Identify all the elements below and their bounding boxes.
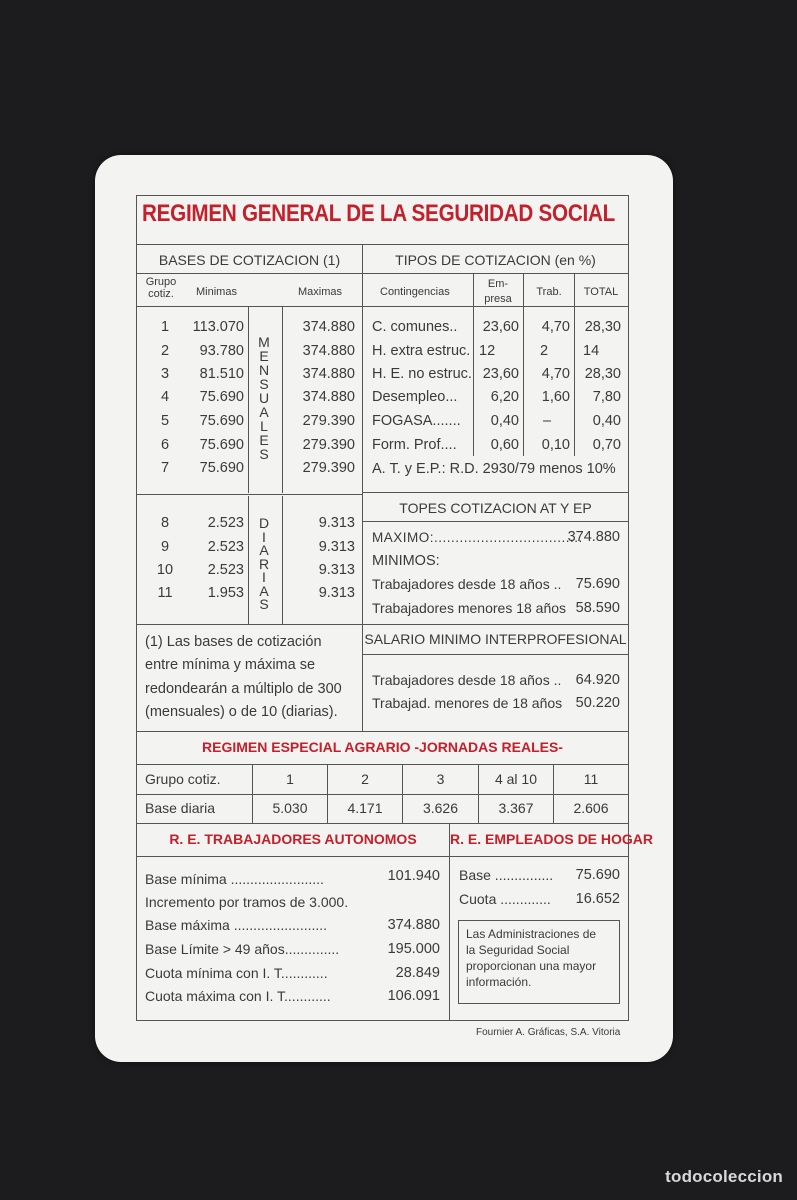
bases-header: BASES DE COTIZACION (1) bbox=[158, 252, 341, 268]
grupo-cell: 2 bbox=[160, 343, 170, 359]
max-cell: 9.313 bbox=[318, 515, 355, 531]
autonomos-row-label: Base Límite > 49 años.............. bbox=[145, 941, 340, 957]
max-cell: 374.880 bbox=[302, 319, 355, 335]
max-cell: 374.880 bbox=[302, 389, 355, 405]
hogar-note-line: proporcionan una mayor bbox=[466, 959, 597, 973]
hogar-header: R. E. EMPLEADOS DE HOGAR bbox=[450, 831, 654, 847]
hogar-row-value: 16.652 bbox=[575, 891, 620, 907]
divider bbox=[282, 306, 283, 493]
divider bbox=[248, 496, 249, 624]
col-min: Minimas bbox=[196, 286, 237, 298]
max-cell: 279.390 bbox=[302, 437, 355, 453]
divider bbox=[362, 492, 629, 493]
cont-cell: H. E. no estruc. bbox=[372, 366, 472, 382]
mensuales-label bbox=[257, 335, 273, 461]
cont-cell: H. extra estruc. bbox=[372, 343, 471, 359]
salario-row-value: 50.220 bbox=[575, 695, 620, 711]
emp-cell: 23,60 bbox=[482, 366, 519, 382]
trab-cell: – bbox=[542, 413, 552, 429]
hogar-note-box bbox=[458, 920, 620, 1004]
tipos-header: TIPOS DE COTIZACION (en %) bbox=[395, 252, 596, 268]
salario-header: SALARIO MINIMO INTERPROFESIONAL bbox=[364, 631, 627, 647]
vertical-text bbox=[257, 517, 273, 612]
vertical-letter: S bbox=[259, 446, 271, 462]
autonomos-row-label: Cuota máxima con I. T............ bbox=[145, 988, 331, 1004]
autonomos-row-label: Cuota mínima con I. T............ bbox=[145, 965, 328, 981]
agrario-grupo: 2 bbox=[361, 771, 369, 787]
agrario-grupo: 11 bbox=[583, 771, 599, 787]
grupo-cell: 5 bbox=[160, 413, 170, 429]
cont-cell: C. comunes.. bbox=[372, 319, 458, 335]
printer-credit: Fournier A. Gráficas, S.A. Vitoria bbox=[476, 1027, 621, 1038]
autonomos-row-label: Base mínima ........................ bbox=[145, 871, 324, 887]
grupo-cell: 9 bbox=[160, 539, 170, 555]
min-cell: 2.523 bbox=[207, 515, 244, 531]
autonomos-row-label: Base máxima ........................ bbox=[145, 917, 328, 933]
total-cell: 28,30 bbox=[584, 366, 621, 382]
emp-cell: 6,20 bbox=[490, 389, 519, 405]
agrario-header: REGIMEN ESPECIAL AGRARIO -JORNADAS REALES- bbox=[202, 739, 563, 755]
agrario-grupo: 3 bbox=[436, 771, 445, 787]
agrario-grupo: 1 bbox=[286, 771, 294, 787]
emp-cell: 0,40 bbox=[490, 413, 519, 429]
autonomos-header: R. E. TRABAJADORES AUTONOMOS bbox=[169, 831, 417, 847]
trab-cell: 4,70 bbox=[541, 366, 570, 382]
trab-cell: 0,10 bbox=[541, 437, 570, 453]
topes-row-value: 58.590 bbox=[575, 600, 620, 616]
grupo-cell: 6 bbox=[160, 437, 170, 453]
vertical-letter: I bbox=[262, 528, 268, 545]
autonomos-row-value: 195.000 bbox=[387, 941, 440, 957]
max-cell: 279.390 bbox=[302, 460, 355, 476]
hogar-row-value: 75.690 bbox=[575, 867, 620, 883]
min-cell: 2.523 bbox=[207, 562, 244, 578]
divider bbox=[362, 244, 363, 629]
vertical-letter: S bbox=[259, 376, 271, 392]
col-empresa-2: presa bbox=[484, 293, 512, 305]
col-trab: Trab. bbox=[536, 286, 562, 298]
total-cell: 28,30 bbox=[584, 319, 621, 335]
autonomos-row-label: Incremento por tramos de 3.000. bbox=[145, 894, 349, 910]
divider bbox=[362, 654, 629, 655]
autonomos-row-value: 374.880 bbox=[387, 917, 440, 933]
divider bbox=[282, 496, 283, 624]
watermark: todocoleccion bbox=[665, 1167, 783, 1186]
hogar-row-label: Cuota ............. bbox=[459, 891, 551, 907]
vertical-text bbox=[257, 335, 273, 461]
grupo-cell: 1 bbox=[160, 319, 170, 335]
total-cell: 14 bbox=[583, 343, 600, 359]
divider bbox=[136, 764, 629, 765]
divider bbox=[449, 823, 450, 1021]
agrario-base: 4.171 bbox=[347, 800, 383, 816]
minimos-label: MINIMOS: bbox=[372, 553, 440, 569]
min-cell: 93.780 bbox=[199, 343, 244, 359]
col-total: TOTAL bbox=[583, 286, 619, 298]
topes-row-value: 75.690 bbox=[575, 576, 620, 592]
vertical-letter: A bbox=[259, 542, 271, 558]
grupo-cell: 11 bbox=[157, 585, 173, 601]
vertical-letter: S bbox=[259, 596, 271, 612]
max-cell: 374.880 bbox=[302, 343, 355, 359]
vertical-letter: D bbox=[258, 515, 272, 531]
min-cell: 1.953 bbox=[207, 585, 244, 601]
tipos-footer: A. T. y E.P.: R.D. 2930/79 menos 10% bbox=[372, 461, 616, 477]
max-cell: 9.313 bbox=[318, 562, 355, 578]
vertical-letter: L bbox=[260, 418, 270, 434]
maximo-label: MAXIMO:................................... bbox=[372, 530, 583, 545]
min-cell: 75.690 bbox=[199, 437, 244, 453]
salario-row-label: Trabajad. menores de 18 años bbox=[372, 695, 563, 711]
divider bbox=[362, 624, 629, 625]
min-cell: 113.070 bbox=[192, 319, 244, 335]
total-cell: 7,80 bbox=[592, 389, 621, 405]
page-title: REGIMEN GENERAL DE LA SEGURIDAD SOCIAL bbox=[142, 200, 615, 227]
maximo-value: 374.880 bbox=[567, 529, 620, 545]
vertical-letter: E bbox=[259, 432, 271, 448]
vertical-letter: U bbox=[258, 390, 272, 406]
col-empresa-1: Em- bbox=[487, 278, 509, 290]
grupo-cell: 8 bbox=[160, 515, 170, 531]
max-cell: 9.313 bbox=[318, 585, 355, 601]
vertical-letter: R bbox=[258, 555, 272, 572]
max-cell: 279.390 bbox=[302, 413, 355, 429]
vertical-letter: M bbox=[258, 334, 272, 350]
col-contingencias: Contingencias bbox=[380, 286, 450, 298]
min-cell: 2.523 bbox=[207, 539, 244, 555]
grupo-cell: 10 bbox=[156, 562, 174, 578]
topes-row-label: Trabajadores menores 18 años bbox=[372, 600, 567, 616]
topes-header: TOPES COTIZACION AT Y EP bbox=[399, 500, 592, 516]
grupo-cell: 7 bbox=[160, 460, 170, 476]
divider bbox=[362, 521, 629, 522]
vertical-letter: N bbox=[258, 362, 272, 378]
trab-cell: 4,70 bbox=[541, 319, 570, 335]
topes-row-label: Trabajadores desde 18 años .. bbox=[372, 576, 562, 592]
vertical-letter: A bbox=[259, 404, 271, 420]
emp-cell: 23,60 bbox=[482, 319, 519, 335]
col-grupo-label: Grupo cotiz. bbox=[145, 276, 177, 300]
emp-cell: 12 bbox=[479, 343, 496, 359]
divider bbox=[136, 494, 362, 495]
total-cell: 0,70 bbox=[592, 437, 621, 453]
min-cell: 75.690 bbox=[199, 389, 244, 405]
divider bbox=[136, 273, 629, 274]
note-line: (1) Las bases de cotización bbox=[145, 634, 322, 650]
agrario-grupo: 4 al 10 bbox=[494, 771, 538, 787]
max-cell: 374.880 bbox=[302, 366, 355, 382]
cont-cell: Desempleo... bbox=[372, 389, 458, 405]
col-grupo bbox=[137, 276, 185, 300]
total-cell: 0,40 bbox=[592, 413, 621, 429]
autonomos-row-value: 28.849 bbox=[395, 965, 440, 981]
hogar-note-line: Las Administraciones de bbox=[466, 927, 597, 941]
agrario-base: 3.626 bbox=[422, 800, 459, 816]
vertical-letter: A bbox=[259, 582, 271, 599]
divider bbox=[136, 244, 629, 245]
hogar-note-line: información. bbox=[466, 975, 532, 989]
autonomos-row-value: 106.091 bbox=[387, 988, 440, 1004]
cont-cell: FOGASA....... bbox=[372, 413, 461, 429]
note-line: redondearán a múltiplo de 300 bbox=[145, 681, 342, 697]
agrario-base: 3.367 bbox=[498, 800, 534, 816]
salario-row-value: 64.920 bbox=[575, 672, 620, 688]
max-cell: 9.313 bbox=[318, 539, 355, 555]
trab-cell: 1,60 bbox=[541, 389, 570, 405]
cont-cell: Form. Prof.... bbox=[372, 437, 457, 453]
min-cell: 75.690 bbox=[199, 413, 244, 429]
min-cell: 75.690 bbox=[199, 460, 244, 476]
agrario-row1-label: Grupo cotiz. bbox=[145, 771, 221, 787]
emp-cell: 0,60 bbox=[490, 437, 519, 453]
hogar-note-line: la Seguridad Social bbox=[466, 943, 570, 957]
divider bbox=[136, 823, 629, 824]
agrario-base: 5.030 bbox=[272, 800, 308, 816]
divider bbox=[136, 794, 629, 795]
note-line: entre mínima y máxima se bbox=[145, 657, 316, 673]
trab-cell: 2 bbox=[540, 343, 549, 359]
agrario-row2-label: Base diaria bbox=[145, 800, 216, 816]
divider bbox=[248, 306, 249, 493]
divider bbox=[136, 731, 629, 732]
min-cell: 81.510 bbox=[199, 366, 244, 382]
grupo-cell: 4 bbox=[160, 389, 170, 405]
note-line: (mensuales) o de 10 (diarias). bbox=[145, 704, 338, 720]
salario-row-label: Trabajadores desde 18 años .. bbox=[372, 672, 562, 688]
autonomos-row-value: 101.940 bbox=[387, 868, 440, 884]
vertical-letter: E bbox=[259, 348, 271, 364]
col-max: Maximas bbox=[298, 286, 343, 298]
divider bbox=[136, 306, 629, 307]
grupo-cell: 3 bbox=[160, 366, 170, 382]
divider bbox=[362, 624, 363, 731]
diarias-label bbox=[257, 517, 273, 612]
divider bbox=[136, 856, 629, 857]
divider bbox=[136, 624, 362, 625]
vertical-letter: I bbox=[262, 569, 268, 585]
hogar-row-label: Base ............... bbox=[459, 867, 554, 883]
agrario-base: 2.606 bbox=[573, 800, 609, 816]
